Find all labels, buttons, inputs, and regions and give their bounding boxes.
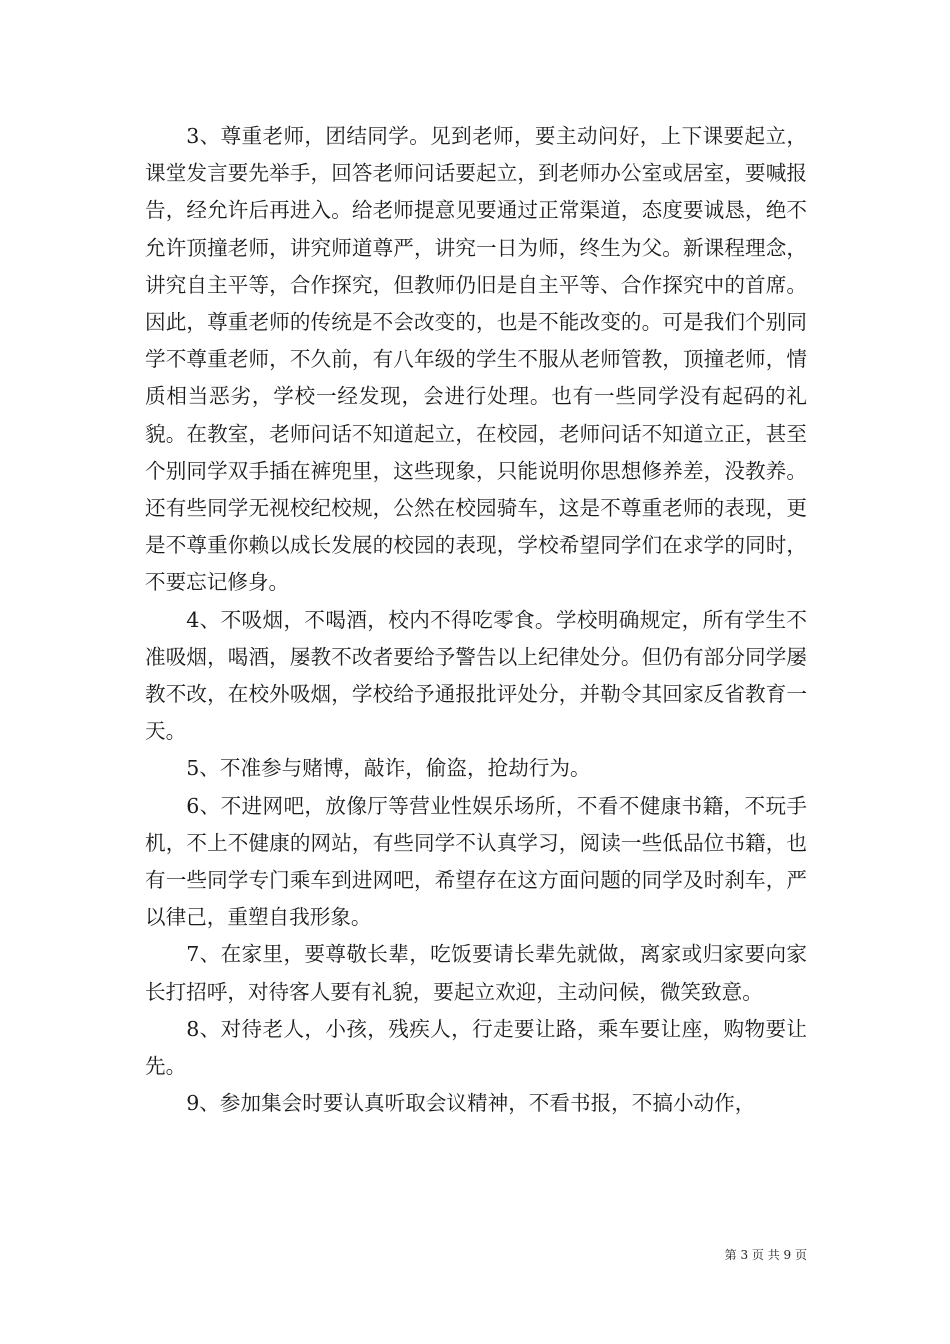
- document-body: [145, 118, 807, 1122]
- page-number-footer: 第 3 页 共 9 页: [724, 1248, 807, 1262]
- paragraph-5-no-gambling: 5、不准参与赌博，敲诈，偷盗，抢劫行为。: [186, 756, 591, 781]
- paragraph-7-respect-elders: 7、在家里，要尊敬长辈，吃饭要请长辈先就做，离家或归家要向家长打招呼，对待客人要有礼貌，要起立欢迎，主动问候，微笑致意。: [145, 942, 807, 1004]
- paragraph-9-assembly-conduct: 9、参加集会时要认真听取会议精神，不看书报，不搞小动作，: [186, 1091, 756, 1116]
- paragraph-4-no-smoking-drinking: 4、不吸烟，不喝酒，校内不得吃零食。学校明确规定，所有学生不准吸烟，喝酒，屡教不改者要给予警告以上纪律处分。但仍有部分同学屡教不改，在校外吸烟，学校给予通报批评处分，并勒令其回家反省教育一天。: [145, 607, 807, 744]
- paragraph-6-no-internet-cafes: 6、不进网吧，放像厅等营业性娱乐场所，不看不健康书籍，不玩手机，不上不健康的网站，有些同学不认真学习，阅读一些低品位书籍，也有一些同学专门乘车到进网吧，希望存在这方面问题的同学及时刹车，严以律己，重塑自我形象。: [145, 793, 807, 930]
- paragraph-8-yield-to-others: 8、对待老人，小孩，残疾人，行走要让路，乘车要让座，购物要让先。: [145, 1016, 807, 1079]
- paragraph-3-respect-teachers: 3、尊重老师，团结同学。见到老师，要主动问好，上下课要起立，课堂发言要先举手，回答老师问话要起立，到老师办公室或居室，要喊报告，经允许后再进入。给老师提意见要通过正常渠道，态度要诚恳，绝不允许顶撞老师，讲究师道尊严，讲究一日为师，终生为父。新课程理念，讲究自主平等，合作探究，但教师仍旧是自主平等、合作探究中的首席。因此，尊重老师的传统是不会改变的，也是不能改变的。可是我们个别同学不尊重老师，不久前，有八年级的学生不服从老师管教，顶撞老师，情质相当恶劣，学校一经发现，会进行处理。也有一些同学没有起码的礼貌。在教室，老师问话不知道起立，在校园，老师问话不知道立正，甚至个别同学双手插在裤兜里，这些现象，只能说明你思想修养差，没教养。还有些同学无视校纪校规，公然在校园骑车，这是不尊重老师的表现，更是不尊重你赖以成长发展的校园的表现，学校希望同学们在求学的同时，不要忘记修身。: [145, 124, 807, 595]
